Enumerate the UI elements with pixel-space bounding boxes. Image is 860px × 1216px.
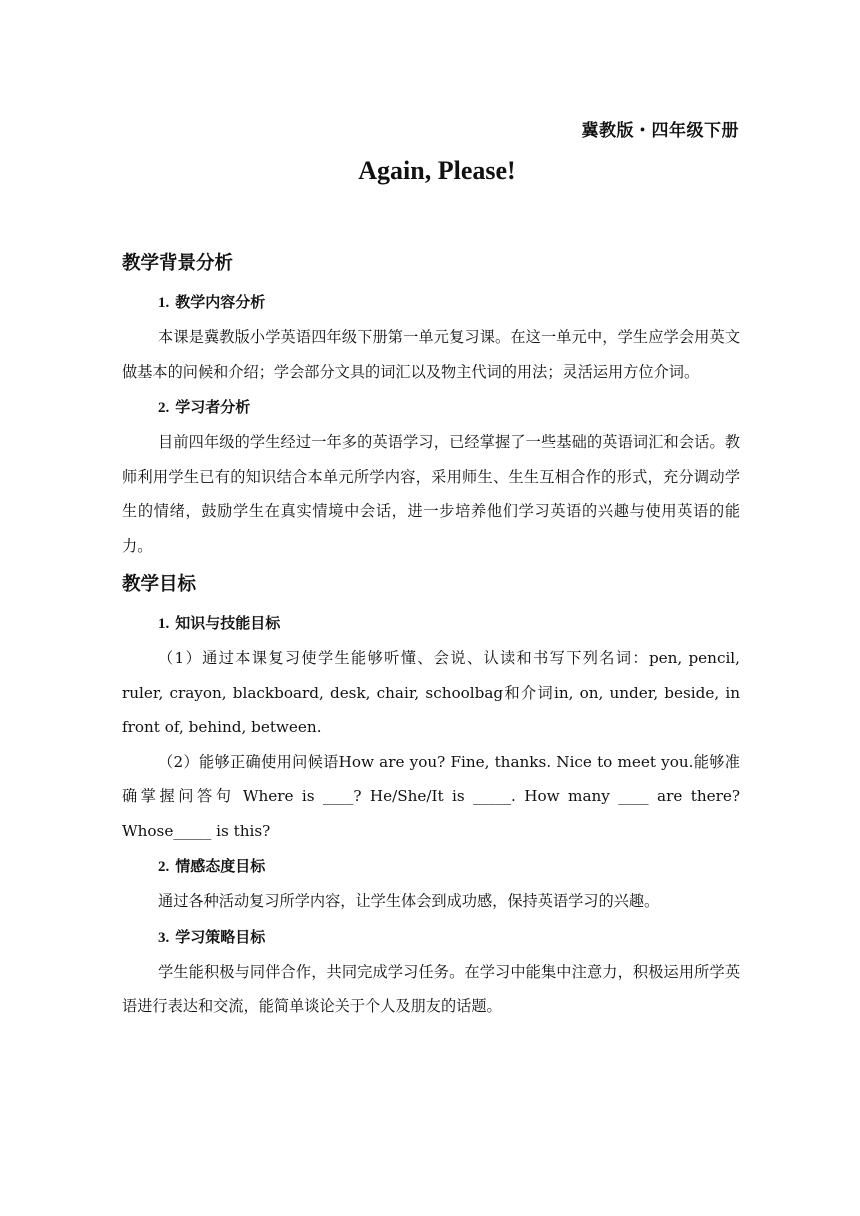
subsection-number: 1. (158, 616, 170, 632)
section-teaching-objectives (122, 567, 740, 1024)
section-teaching-background (122, 246, 740, 563)
section-heading: 教学目标 (122, 574, 197, 595)
subsection-number: 3. (158, 929, 170, 946)
paragraph: （1）通过本课复习使学生能够听懂、会说、认读和书写下列名词：pen, pencil, ruler, crayon, blackboard, desk, chair, schoolbag和介词in, on, under, beside, in front of, behind, between. (122, 649, 740, 736)
subsection-title: 学习策略目标 (175, 927, 266, 946)
subsection-knowledge-skills (122, 605, 740, 848)
subsection-title: 情感态度目标 (175, 857, 266, 875)
subsection-heading (122, 605, 740, 641)
subsection-number: 2. (158, 859, 170, 875)
document-body (122, 246, 740, 1024)
subsection-title: 学习者分析 (175, 398, 251, 416)
subsection-heading (122, 919, 740, 955)
subsection-heading (122, 284, 740, 320)
subsection-emotional-attitude (122, 848, 740, 919)
section-heading: 教学背景分析 (122, 253, 234, 274)
subsection-title: 教学内容分析 (175, 293, 266, 311)
document-title: Again, Please! (358, 156, 516, 185)
subsection-number: 1. (158, 295, 170, 311)
paragraph: （2）能够正确使用问候语How are you? Fine, thanks. Nice to meet you.能够准确掌握问答句 Where is ____? He/She/It is _____. How many ____ are there? Whose_____ is this? (122, 752, 740, 840)
subsection-learning-strategy (122, 919, 740, 1024)
paragraph: 目前四年级的学生经过一年多的英语学习，已经掌握了一些基础的英语词汇和会话。教师利用学生已有的知识结合本单元所学内容，采用师生、生生互相合作的形式，充分调动学生的情绪，鼓励学生在真实情境中会话，进一步培养他们学习英语的兴趣与使用英语的能力。 (122, 433, 740, 555)
paragraph: 本课是冀教版小学英语四年级下册第一单元复习课。在这一单元中，学生应学会用英文做基本的问候和介绍；学会部分文具的词汇以及物主代词的用法；灵活运用方位介词。 (122, 328, 740, 381)
subsection-title: 知识与技能目标 (175, 614, 281, 632)
paragraph: 学生能积极与同伴合作，共同完成学习任务。在学习中能集中注意力，积极运用所学英语进行表达和交流，能简单谈论关于个人及朋友的话题。 (122, 962, 740, 1015)
subsection-content-analysis (122, 284, 740, 389)
edition-label: 冀教版・四年级下册 (581, 121, 739, 141)
paragraph: 通过各种活动复习所学内容，让学生体会到成功感，保持英语学习的兴趣。 (158, 892, 660, 910)
subsection-heading (122, 389, 740, 425)
subsection-heading (122, 848, 740, 884)
subsection-learner-analysis (122, 389, 740, 563)
subsection-number: 2. (158, 400, 170, 416)
